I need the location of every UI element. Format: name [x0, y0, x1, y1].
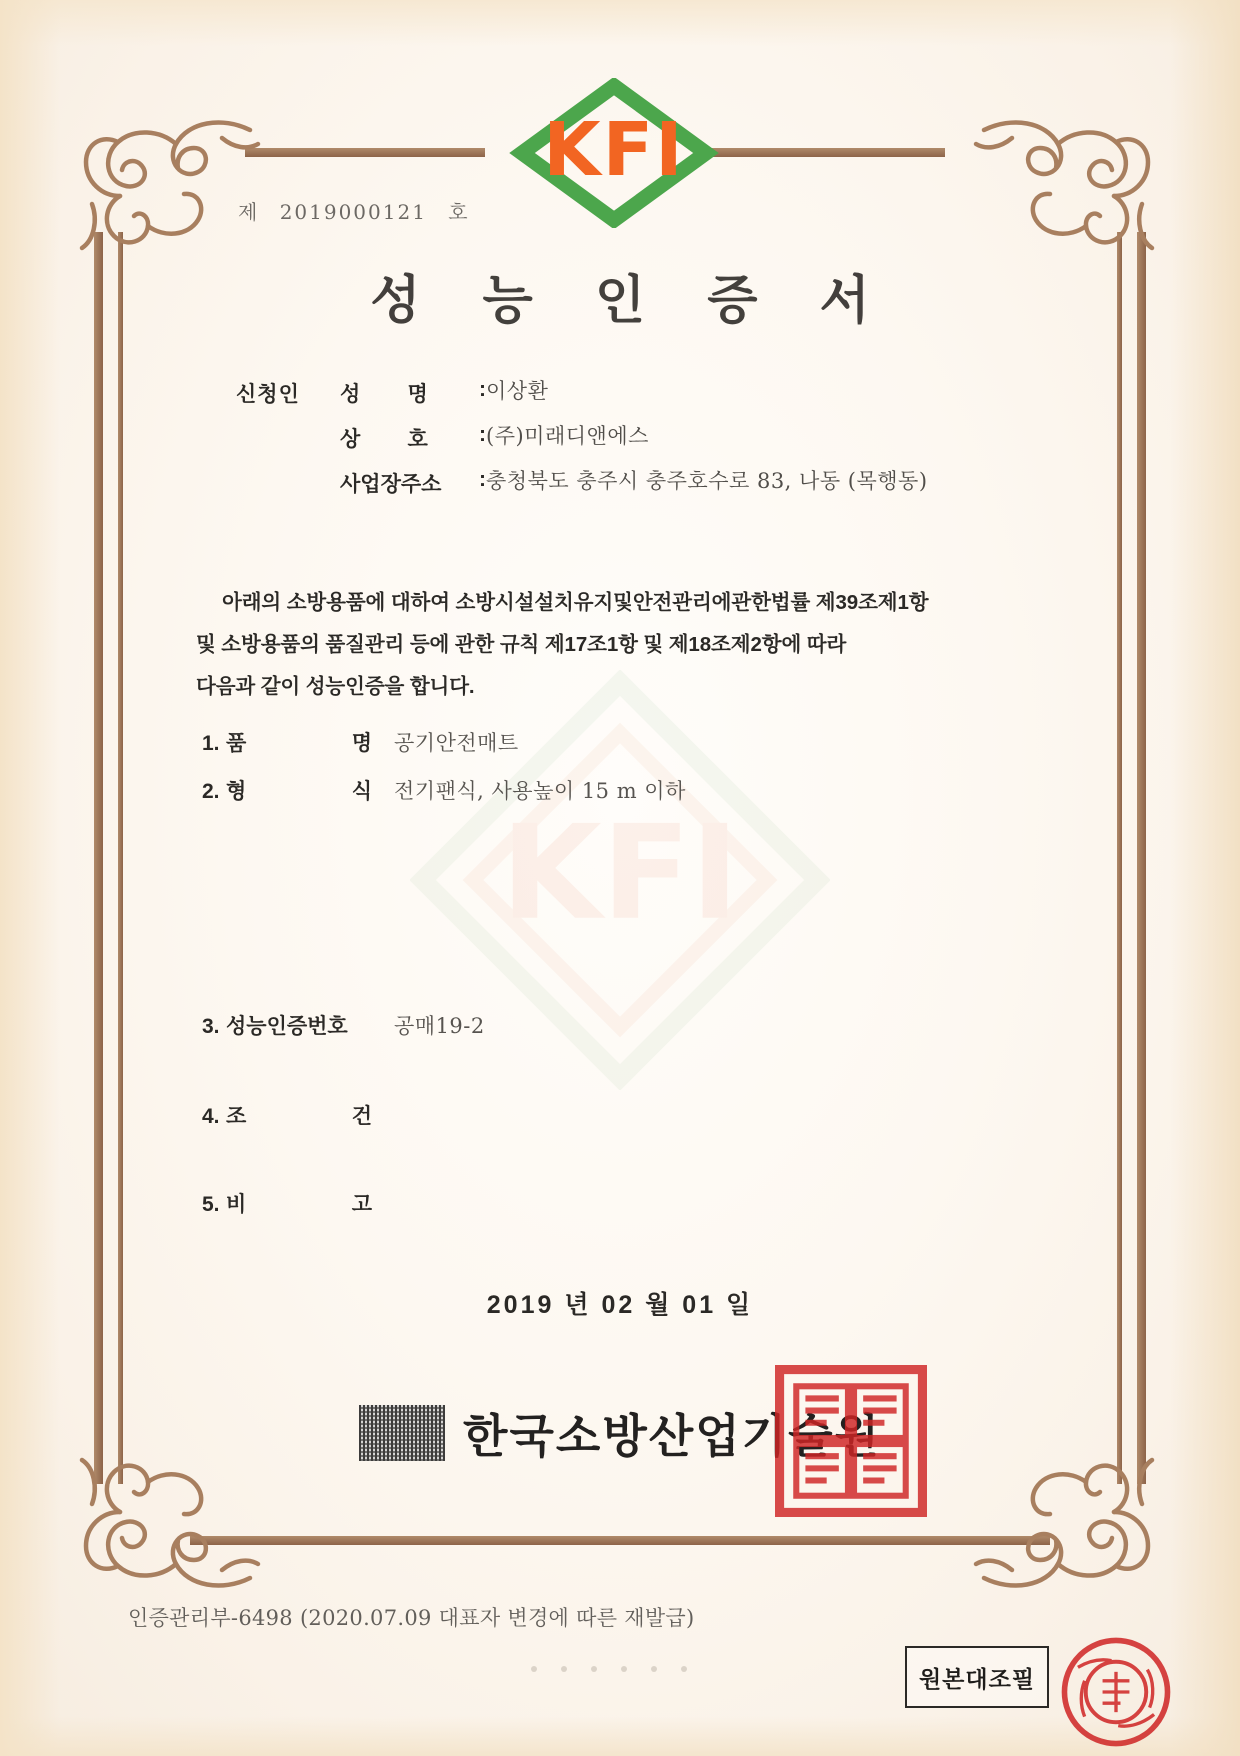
item-2-label-right: 식 [351, 780, 372, 803]
page-title: 성 능 인 증 서 [370, 270, 892, 331]
item-product-name [202, 727, 1042, 757]
doc-number-value: 2019000121 [279, 200, 427, 224]
applicant-address-label [340, 468, 486, 498]
item-1-label-left: 품 [226, 732, 247, 755]
applicant-company-label [340, 423, 486, 453]
corner-flourish-bottom-right [972, 1450, 1162, 1600]
applicant-company-label-right: 호 [407, 428, 428, 451]
frame-rule-bottom [190, 1536, 1050, 1545]
applicant-address-colon: : [479, 468, 486, 491]
item-1-label-right: 명 [351, 732, 372, 755]
issuer-row [0, 1400, 1240, 1466]
paper-edge-bottom [0, 1716, 1240, 1756]
applicant-name-label [340, 378, 486, 408]
item-5-index: 5. [202, 1193, 220, 1216]
issuer-name: 한국소방산업기술원 [463, 1409, 881, 1463]
frame-rule-top-right [700, 148, 945, 157]
item-1-value: 공기안전매트 [394, 731, 519, 755]
item-certification-number [202, 1010, 1042, 1040]
applicant-row-company [236, 423, 1066, 453]
issue-date: 2019 년 02 월 01 일 [486, 1291, 754, 1319]
paper-edge-top [0, 0, 1240, 46]
item-3-value: 공매19-2 [394, 1014, 485, 1038]
item-4-label [226, 1100, 394, 1130]
doc-number-suffix: 호 [448, 200, 469, 224]
item-remarks [202, 1188, 1042, 1218]
item-2-label [226, 775, 394, 805]
item-1-label [226, 727, 394, 757]
applicant-address-value: 충청북도 충주시 충주호수로 83, 나동 (목행동) [486, 469, 928, 493]
footer-faint-marks [520, 1655, 720, 1683]
corner-flourish-bottom-left [72, 1450, 262, 1600]
item-4-index: 4. [202, 1105, 220, 1128]
issuer-barcode [359, 1405, 445, 1461]
official-seal-stamp [775, 1365, 927, 1517]
company-round-seal [1060, 1636, 1172, 1748]
applicant-name-colon: : [479, 378, 486, 401]
doc-number-prefix: 제 [238, 200, 259, 224]
item-4-label-right: 건 [351, 1105, 372, 1128]
applicant-name-label-right: 명 [407, 383, 428, 406]
svg-text:KFI: KFI [500, 796, 740, 949]
applicant-company-label-left: 상 [340, 428, 361, 451]
applicant-company-colon: : [479, 423, 486, 446]
item-conditions [202, 1100, 1042, 1130]
legal-line-2: 및 소방용품의 품질관리 등에 관한 규칙 제17조1항 및 제18조제2항에 따라 [196, 633, 847, 657]
applicant-name-label-left: 성 [340, 383, 361, 406]
applicant-row-name [236, 378, 1066, 408]
legal-line-1: 아래의 소방용품에 대하여 소방시설설치유지및안전관리에관한법률 제39조제1항 [222, 591, 929, 614]
item-2-index: 2. [202, 780, 220, 803]
applicant-address-label-left: 사업장주소 [340, 473, 442, 496]
item-2-value: 전기팬식, 사용높이 15 m 이하 [394, 779, 686, 803]
item-4-label-left: 조 [226, 1105, 247, 1128]
applicant-block [236, 378, 1066, 513]
document-number [238, 196, 469, 225]
corner-flourish-top-right [972, 108, 1162, 258]
item-1-index: 1. [202, 732, 220, 755]
item-3-label: 성능인증번호 [226, 1015, 348, 1038]
legal-line-3: 다음과 같이 성능인증을 합니다. [196, 675, 475, 699]
legal-paragraph [196, 582, 1056, 708]
item-model-type [202, 775, 1042, 805]
item-5-label-right: 고 [351, 1193, 372, 1216]
item-2-label-left: 형 [226, 780, 247, 803]
item-3-index: 3. [202, 1015, 220, 1038]
item-5-label-left: 비 [226, 1193, 247, 1216]
applicant-row-address [236, 468, 1066, 498]
applicant-name-value: 이상환 [486, 379, 549, 403]
svg-text:KFI: KFI [543, 107, 685, 193]
item-5-label [226, 1188, 394, 1218]
verify-stamp-label: 원본대조필 [918, 1665, 1036, 1692]
verify-stamp-box [905, 1646, 1049, 1708]
kfi-logo [494, 78, 734, 228]
applicant-lead-label: 신청인 [236, 383, 300, 406]
frame-rule-top-left [245, 148, 485, 157]
applicant-company-value: (주)미래디앤에스 [486, 424, 649, 448]
corner-flourish-top-left [72, 108, 262, 258]
footer-note: 인증관리부-6498 (2020.07.09 대표자 변경에 따른 재발급) [128, 1606, 695, 1630]
